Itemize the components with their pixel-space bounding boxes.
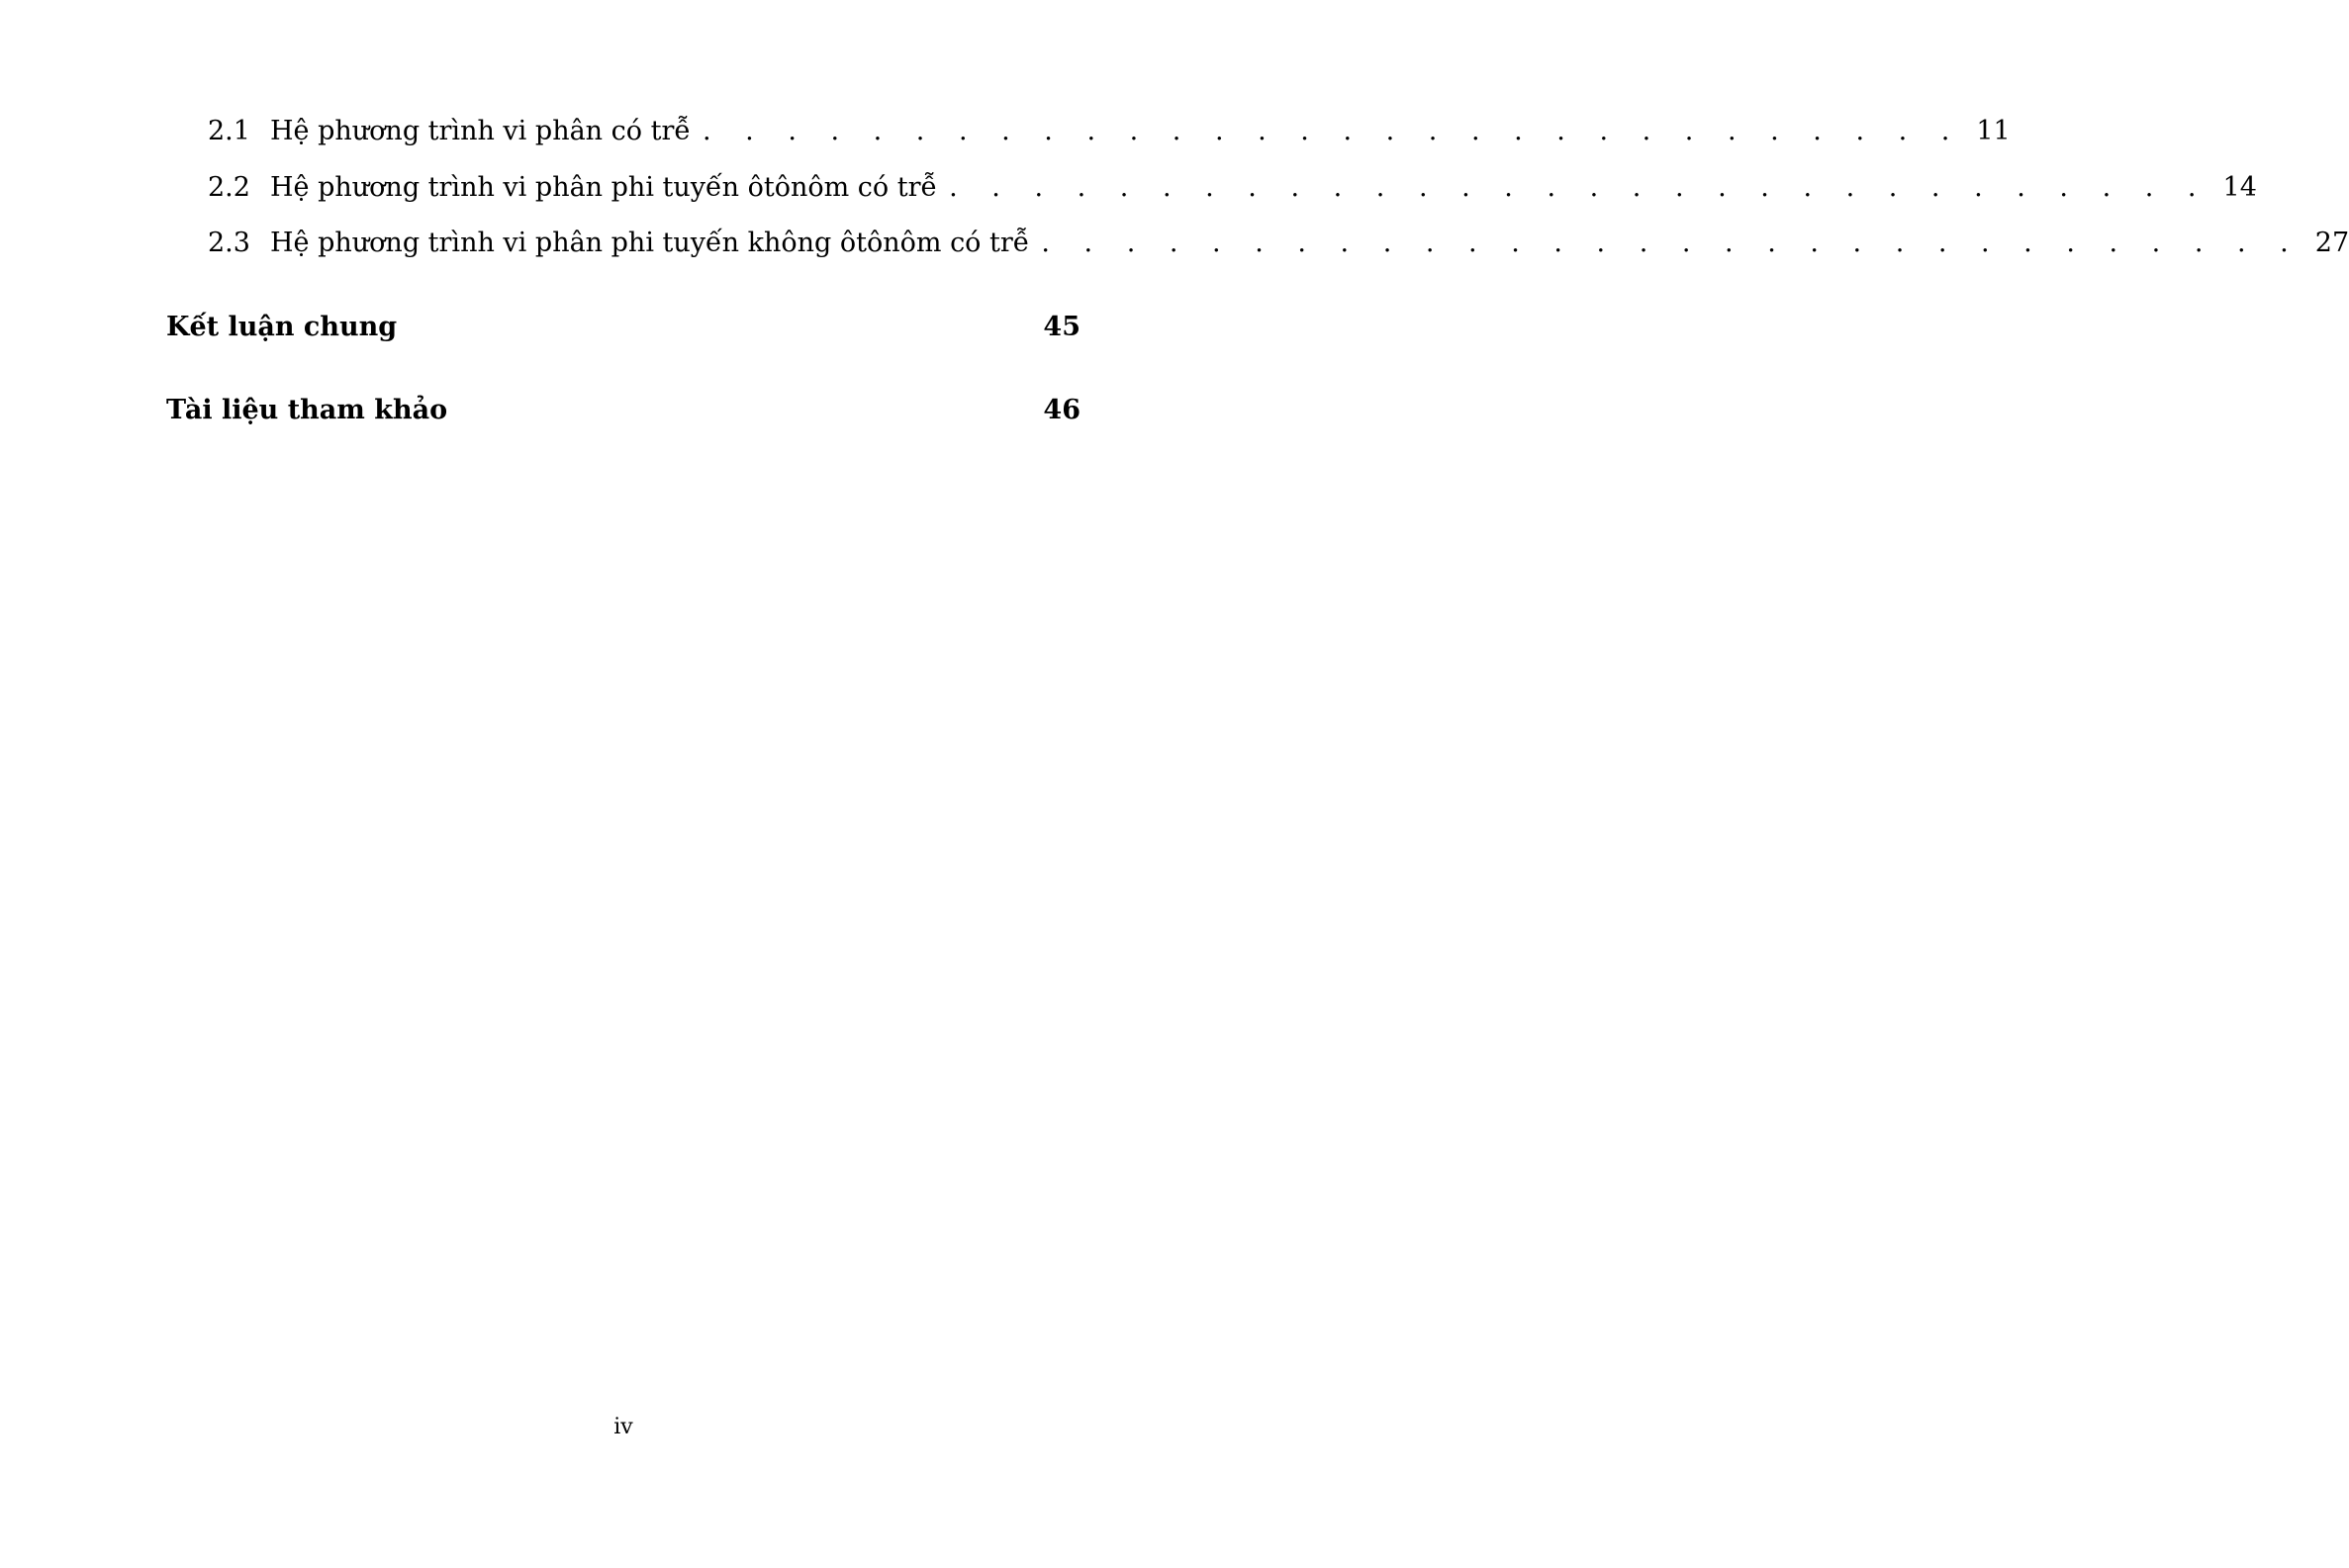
toc-entry-ket-luan-chung[interactable]: [166, 306, 1081, 349]
section-title: Hệ phương trình vi phân phi tuyến không ôtônôm có trễ: [270, 228, 1030, 258]
toc-entry-tai-lieu-tham-khao[interactable]: [166, 389, 1081, 432]
page-number: iv: [613, 1415, 633, 1439]
toc-entry-2-3[interactable]: [166, 224, 2349, 263]
section-page-number: 11: [1976, 116, 2011, 146]
chapter-title: Kết luận chung: [166, 312, 398, 342]
section-number: 2.1: [208, 116, 250, 146]
dot-leader: . . . . . . . . . . . . . . . . . . . . . . . . . . . . . .: [949, 172, 2209, 203]
section-title: Hệ phương trình vi phân phi tuyến ôtônôm có trễ: [270, 172, 938, 203]
section-title: Hệ phương trình vi phân có trễ: [270, 116, 691, 146]
section-page-number: 14: [2222, 172, 2257, 203]
chapter-title: Tài liệu tham khảo: [166, 395, 448, 425]
chapter-page-number: 45: [1043, 312, 1081, 342]
dot-leader: . . . . . . . . . . . . . . . . . . . . . . . . . . . . . .: [702, 116, 1963, 146]
section-number: 2.2: [208, 172, 250, 203]
dot-leader: . . . . . . . . . . . . . . . . . . . . . . . . . . . . . .: [1041, 228, 2302, 258]
section-number: 2.3: [208, 228, 250, 258]
toc-entry-2-1[interactable]: [166, 112, 2011, 151]
toc-entry-2-2[interactable]: [166, 168, 2257, 208]
section-page-number: 27: [2314, 228, 2349, 258]
chapter-page-number: 46: [1043, 395, 1081, 425]
